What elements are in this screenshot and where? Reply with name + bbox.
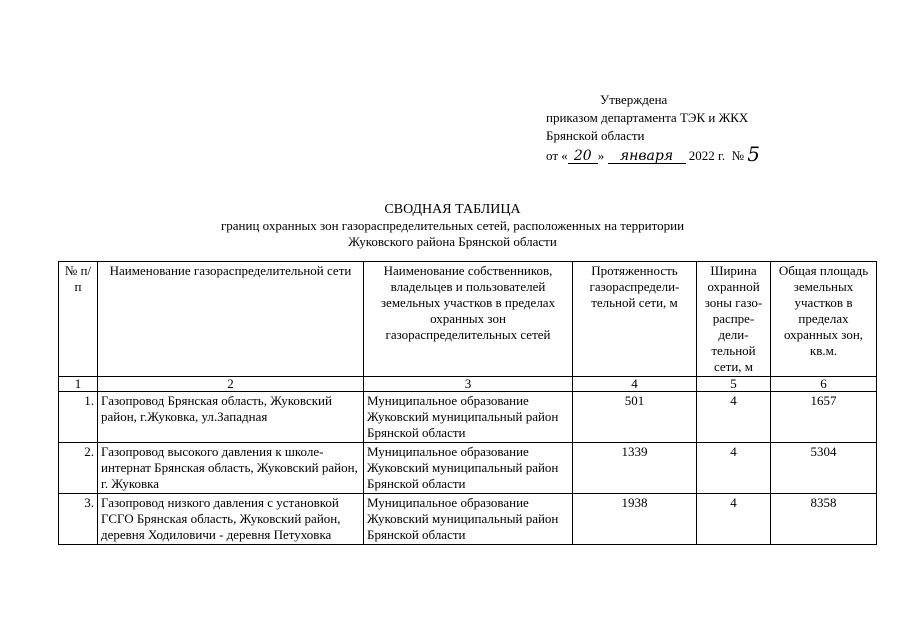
index-cell: 1 — [59, 377, 98, 392]
row-area: 8358 — [771, 494, 877, 545]
table-header-row — [59, 262, 877, 377]
order-number-handwritten: 5 — [747, 142, 761, 166]
row-zone-width: 4 — [697, 392, 771, 443]
row-area: 1657 — [771, 392, 877, 443]
title-subtitle: границ охранных зон газораспределительных сетей, расположенных на территории — [220, 218, 685, 233]
row-length: 1339 — [573, 443, 697, 494]
header-total-area: Общая площадь земельных участков в пределах охранных зон, кв.м. — [771, 262, 877, 377]
date-year: 2022 г. — [688, 148, 726, 163]
summary-table — [58, 261, 877, 545]
row-network-name: Газопровод высокого давления к школе-интернат Брянская область, Жуковский район, г. Жуковка — [98, 443, 364, 494]
row-owner: Муниципальное образование Жуковский муниципальный район Брянской области — [364, 443, 573, 494]
title-region: Жуковского района Брянской области — [348, 234, 557, 249]
index-cell: 6 — [771, 377, 877, 392]
header-length: Протяженность газораспредели-тельной сети, м — [573, 262, 697, 377]
approval-line-order: приказом департамента ТЭК и ЖКХ — [546, 110, 749, 125]
row-zone-width: 4 — [697, 443, 771, 494]
table-row — [59, 494, 877, 545]
table-row — [59, 443, 877, 494]
index-cell: 4 — [573, 377, 697, 392]
date-quote-close: » — [597, 148, 605, 163]
header-zone-width: Ширина охранной зоны газо-распре-дели-тельной сети, м — [697, 262, 771, 377]
header-number: № п/п — [59, 262, 98, 377]
table-index-row — [59, 377, 877, 392]
row-zone-width: 4 — [697, 494, 771, 545]
row-owner: Муниципальное образование Жуковский муниципальный район Брянской области — [364, 494, 573, 545]
row-number: 3. — [59, 494, 98, 545]
row-number: 1. — [59, 392, 98, 443]
index-cell: 3 — [364, 377, 573, 392]
approval-line-approved: Утверждена — [600, 92, 668, 107]
index-cell: 5 — [697, 377, 771, 392]
row-number: 2. — [59, 443, 98, 494]
row-area: 5304 — [771, 443, 877, 494]
table-row — [59, 392, 877, 443]
date-day-handwritten: 20 — [568, 149, 598, 164]
row-network-name: Газопровод Брянская область, Жуковский район, г.Жуковка, ул.Западная — [98, 392, 364, 443]
date-prefix: от « — [546, 148, 568, 163]
approval-line-region: Брянской области — [546, 128, 645, 143]
date-month-handwritten: января — [608, 149, 686, 164]
row-length: 1938 — [573, 494, 697, 545]
document-title — [0, 202, 905, 250]
order-number-label: № — [731, 148, 745, 163]
row-network-name: Газопровод низкого давления с установкой ГСГО Брянская область, Жуковский район, деревня Ходиловичи - деревня Петуховка — [98, 494, 364, 545]
title-main: СВОДНАЯ ТАБЛИЦА — [384, 202, 521, 217]
approval-date-line — [546, 142, 761, 166]
row-owner: Муниципальное образование Жуковский муниципальный район Брянской области — [364, 392, 573, 443]
approval-block — [546, 91, 760, 165]
header-owners: Наименование собственников, владельцев и пользователей земельных участков в пределах охранных зон газораспределительных сетей — [364, 262, 573, 377]
header-network-name: Наименование газораспределительной сети — [98, 262, 364, 377]
row-length: 501 — [573, 392, 697, 443]
index-cell: 2 — [98, 377, 364, 392]
